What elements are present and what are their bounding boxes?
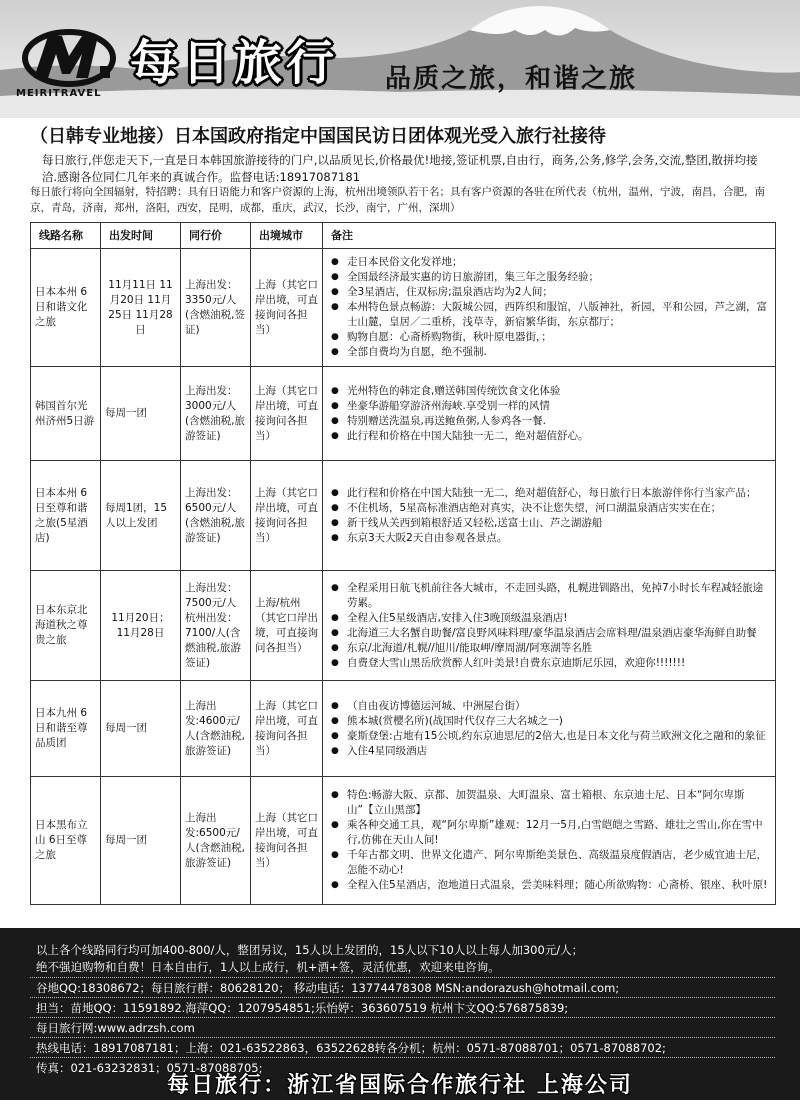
list-item: ● 入住4星同级酒店 bbox=[327, 744, 769, 759]
route-date: 11月11日 11月20日 11月25日 11月28日 bbox=[101, 249, 181, 367]
list-item: ● 全部自费均为自愿，绝不强制. bbox=[327, 345, 769, 360]
list-item: ● 全程采用日航飞机前往各大城市，不走回头路，札幌进钏路出，免掉7小时长车程减轻旅途劳累。 bbox=[327, 581, 769, 611]
routes-table bbox=[30, 222, 776, 905]
route-name: 日本九州 6日和谐至尊品质团 bbox=[31, 681, 101, 777]
list-item: ● 熊本城(赏樱名所)(战国时代仅存三大名城之一) bbox=[327, 714, 769, 729]
list-item: ● 东京3天大阪2天自由参观各景点。 bbox=[327, 531, 769, 546]
table-row bbox=[31, 249, 776, 367]
list-item: ● 全程入住5星级酒店,安排入住3晚顶级温泉酒店! bbox=[327, 611, 769, 626]
route-name: 日本本州 6日至尊和谐之旅(5星酒店) bbox=[31, 461, 101, 571]
route-notes bbox=[323, 367, 776, 461]
route-city: 上海（其它口岸出境，可直接询问各担当） bbox=[251, 461, 323, 571]
list-item: ● 走日本民俗文化发祥地； bbox=[327, 255, 769, 270]
route-price: 上海出发：7500元/人 杭州出发：7100/人(含燃油税,旅游签证) bbox=[181, 571, 251, 681]
route-name: 韩国首尔光州济州5日游 bbox=[31, 367, 101, 461]
company-name: 每日旅行：浙江省国际合作旅行社 上海公司 bbox=[167, 1073, 633, 1098]
list-item: ● 特色:畅游大阪、京都、加贺温泉、大町温泉、富士箱根、东京迪士尼、日本“阿尔卑斯山”【立山黑部】 bbox=[327, 788, 769, 818]
route-notes bbox=[323, 249, 776, 367]
route-name: 日本东京北海道秋之尊贵之旅 bbox=[31, 571, 101, 681]
route-price: 上海出发:6500元/人(含燃油税,旅游签证) bbox=[181, 777, 251, 905]
table-row bbox=[31, 777, 776, 905]
route-city: 上海（其它口岸出境，可直接询问各担当） bbox=[251, 777, 323, 905]
route-notes bbox=[323, 571, 776, 681]
route-notes bbox=[323, 461, 776, 571]
route-name: 日本黑布立山 6日至尊之旅 bbox=[31, 777, 101, 905]
brand-logo bbox=[22, 26, 117, 96]
table-row bbox=[31, 681, 776, 777]
divider bbox=[30, 997, 775, 998]
brand-title: 每日旅行 bbox=[130, 35, 339, 91]
list-item: ● 全程入住5星酒店，泡地道日式温泉，尝美味料理；随心所欲购物：心斋桥、银座、秋叶原! bbox=[327, 878, 769, 893]
route-price: 上海出发：3350元/人(含燃油税,签证) bbox=[181, 249, 251, 367]
table-header-row bbox=[31, 223, 776, 249]
intro-paragraph: 每日旅行,伴您走天下,一直是日本韩国旅游接待的门户,以品质见长,价格最优!地接,签证机票,自由行，商务,公务,修学,会务,交流,整团,散拼均接洽.感谢各位同仁几年来的真诚合作。监督电话:18917087181 bbox=[42, 153, 758, 184]
route-notes bbox=[323, 681, 776, 777]
route-notes bbox=[323, 777, 776, 905]
list-item: ● 千年古都文明、世界文化遗产、阿尔卑斯绝美景色、高级温泉度假酒店，老少威宜迪士尼，怎能不动心! bbox=[327, 848, 769, 878]
list-item: ● 自费登大雪山黑岳欣赏醉人红叶美景!自费东京迪斯尼乐园，欢迎你!!!!!!! bbox=[327, 656, 769, 671]
route-price: 上海出发：3000元/人(含燃油税,旅游签证) bbox=[181, 367, 251, 461]
route-date: 每周一团 bbox=[101, 681, 181, 777]
footer-website-link[interactable]: 每日旅行网:www.adrzsh.com bbox=[36, 1021, 195, 1035]
footer-fax: 传真：021-63232831；0571-87088705; bbox=[36, 1061, 263, 1075]
table-row bbox=[31, 367, 776, 461]
table-row bbox=[31, 461, 776, 571]
route-city: 上海/杭州（其它口岸出境，可直接询问各担当） bbox=[251, 571, 323, 681]
list-item: ● 乘各种交通工具，观“阿尔卑斯”雄观：12月一5月,白雪皑皑之雪路、雄壮之雪山,你在雪中行,仿佛在天山人间! bbox=[327, 818, 769, 848]
route-city: 上海（其它口岸出境，可直接询问各担当） bbox=[251, 367, 323, 461]
list-item: ● 光州特色的韩定食,赠送韩国传统饮食文化体验 bbox=[327, 384, 769, 399]
footer-qq-contacts: 谷地QQ:18308672；每日旅行群：80628120； 移动电话：13774478308 MSN:andorazush@hotmail.com; bbox=[36, 981, 620, 995]
logo-mark-icon bbox=[22, 26, 117, 88]
footer-pricing-note: 以上各个线路同行均可加400-800/人，整团另议，15人以上发团的，15人以下10人以上每人加300元/人； bbox=[36, 943, 584, 957]
col-header-notes: 备注 bbox=[323, 223, 776, 249]
list-item: ● （自由夜访博德运河城、中洲屋台街） bbox=[327, 699, 769, 714]
col-header-price: 同行价 bbox=[181, 223, 251, 249]
list-item: ● 豪斯登堡:占地有15公顷,约东京迪思尼的2倍大,也是日本文化与荷兰欧洲文化之融和的象征 bbox=[327, 729, 769, 744]
route-name: 日本本州 6日和谐文化之旅 bbox=[31, 249, 101, 367]
route-price: 上海出发：6500元/人(含燃油税,旅游签证) bbox=[181, 461, 251, 571]
list-item: ● 东京/北海道/札幌//旭川/能取岬/摩周湖/阿寒湖等名胜 bbox=[327, 641, 769, 656]
divider bbox=[30, 1017, 775, 1018]
footer-shopping-note: 绝不强迫购物和自费！日本自由行，1人以上成行，机+酒+签，灵活优惠，欢迎来电咨询。 bbox=[36, 960, 500, 974]
route-date: 11月20日；11月28日 bbox=[101, 571, 181, 681]
logo-text: MEIRITRAVEL bbox=[16, 88, 102, 99]
footer-staff-contacts: 担当：苗地QQ：11591892.海萍QQ：1207954851;乐怡婷：363607519 杭州卞文QQ:576875839; bbox=[36, 1001, 569, 1015]
list-item: ● 不住机场，5星高标准酒店绝对真实，决不让您失望，河口湖温泉酒店实实在在； bbox=[327, 501, 769, 516]
recruitment-notice: 每日旅行将向全国辐射，特招聘：具有日语能力和客户资源的上海，杭州出境领队若干名；具有客户资源的各驻在所代表（杭州，温州，宁波，南昌，合肥，南京，青岛，济南，郑州，洛阳，西安，昆明，成都，重庆，武汉，长沙，南宁，广州，深圳） bbox=[30, 186, 765, 214]
list-item: ● 新干线从关西到箱根舒适又轻松,送富士山、芦之湖游船 bbox=[327, 516, 769, 531]
header-banner bbox=[0, 0, 800, 118]
route-date: 每周一团 bbox=[101, 777, 181, 905]
brand-slogan: 品质之旅，和谐之旅 bbox=[385, 64, 638, 94]
divider bbox=[30, 1037, 775, 1038]
col-header-date: 出发时间 bbox=[101, 223, 181, 249]
divider bbox=[30, 977, 775, 978]
list-item: ● 北海道三大名蟹自助餐/富良野风味料理/豪华温泉酒店会席料理/温泉酒店豪华海鲜自助餐 bbox=[327, 626, 769, 641]
list-item: ● 全3星酒店，住双标房;温泉酒店均为2人间； bbox=[327, 285, 769, 300]
list-item: ● 购物自愿：心斋桥购物街，秋叶原电器街，； bbox=[327, 330, 769, 345]
route-city: 上海（其它口岸出境，可直接询问各担当） bbox=[251, 249, 323, 367]
list-item: ● 本州特色景点畅游：大阪城公园，西阵织和服馆，八版神社，祈园，平和公园，芦之湖，富士山麓，皇居／二重桥，浅草寺，新宿繁华街，东京都厅； bbox=[327, 300, 769, 330]
col-header-city: 出境城市 bbox=[251, 223, 323, 249]
list-item: ● 此行程和价格在中国大陆独一无二，绝对超值舒心，每日旅行日本旅游伴你行当家产品； bbox=[327, 486, 769, 501]
divider bbox=[30, 1057, 775, 1058]
route-price: 上海出发:4600元/人(含燃油税,旅游签证) bbox=[181, 681, 251, 777]
list-item: ● 坐豪华游船穿游济州海峡.享受别一样的风情 bbox=[327, 399, 769, 414]
table-row bbox=[31, 571, 776, 681]
footer-hotline: 热线电话：18917087181；上海：021-63522863，63522628转各分机；杭州：0571-87088701；0571-87088702; bbox=[36, 1041, 666, 1055]
page-headline: （日韩专业地接）日本国政府指定中国国民访日团体观光受入旅行社接待 bbox=[30, 126, 606, 147]
list-item: ● 特别赠送洗温泉,再送鲍鱼粥,人参鸡各一餐. bbox=[327, 414, 769, 429]
list-item: ● 全国最经济最实惠的访日旅游团，集三年之服务经验； bbox=[327, 270, 769, 285]
col-header-route: 线路名称 bbox=[31, 223, 101, 249]
list-item: ● 此行程和价格在中国大陆独一无二，绝对超值舒心。 bbox=[327, 429, 769, 444]
route-date: 每周一团 bbox=[101, 367, 181, 461]
route-date: 每周1团，15人以上发团 bbox=[101, 461, 181, 571]
route-city: 上海（其它口岸出境，可直接询问各担当） bbox=[251, 681, 323, 777]
